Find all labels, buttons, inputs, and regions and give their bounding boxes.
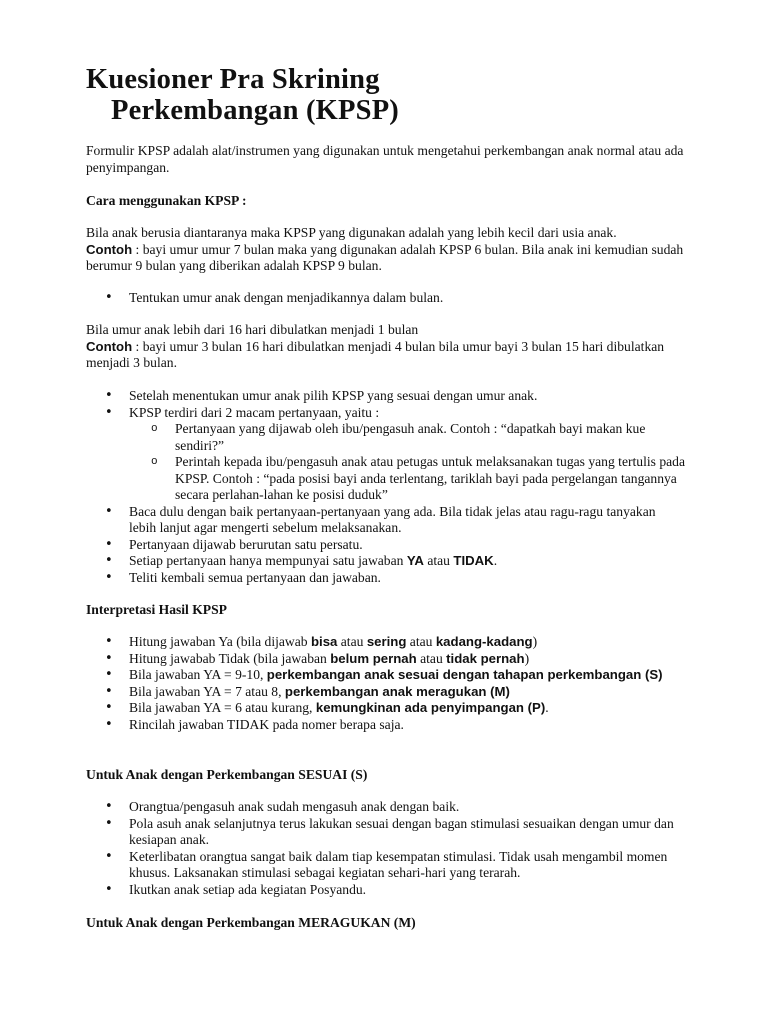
contoh-label: Contoh: [86, 241, 133, 257]
title-line-1: Kuesioner Pra Skrining: [86, 64, 380, 95]
sesuai-list: [86, 799, 686, 898]
interpretasi-list: [86, 634, 686, 733]
ya-bold: YA: [406, 553, 424, 568]
list-item: • Tentukan umur anak dengan menjadikannya dalam bulan.: [86, 290, 686, 307]
section-heading-cara: Cara menggunakan KPSP :: [86, 193, 247, 208]
cara-p1-text: Bila anak berusia diantaranya maka KPSP yang digunakan adalah yang lebih kecil dari usia anak.: [86, 225, 617, 240]
list-item: • Bila jawaban YA = 6 atau kurang, kemungkinan ada penyimpangan (P).: [86, 700, 686, 717]
cara-paragraph-1: [86, 225, 686, 275]
list-item: • Pertanyaan dijawab berurutan satu persatu.: [86, 537, 686, 554]
list-item: • Hitung jawaban Ya (bila dijawab bisa atau sering atau kadang-kadang): [86, 634, 686, 651]
list-item: • Rincilah jawaban TIDAK pada nomer berapa saja.: [86, 717, 686, 734]
list-item: • KPSP terdiri dari 2 macam pertanyaan, yaitu : o Pertanyaan yang dijawab oleh ibu/pengasuh anak. Contoh : “dapatkah bayi makan kue sendiri?” o Perintah kepada ibu/pengasuh anak atau petugas untuk melaksanakan tugas yang tertulis pada KPSP. Contoh : “pada posisi bayi anda terlentang, tariklah bayi pada pergelangan tangannya secara perlahan-lahan ke posisi duduk”: [86, 405, 686, 504]
list-item: • Setelah menentukan umur anak pilih KPSP yang sesuai dengan umur anak.: [86, 388, 686, 405]
list-item: • Hitung jawabab Tidak (bila jawaban belum pernah atau tidak pernah): [86, 651, 686, 668]
cara-paragraph-2: [86, 322, 686, 372]
cara-p2-contoh: : bayi umur 3 bulan 16 hari dibulatkan menjadi 4 bulan bila umur bayi 3 bulan 15 hari dibulatkan menjadi 3 bulan.: [86, 338, 665, 370]
sub-list-item: o Perintah kepada ibu/pengasuh anak atau petugas untuk melaksanakan tugas yang tertulis pada KPSP. Contoh : “pada posisi bayi anda terlentang, tariklah bayi pada pergelangan tangannya secara perlahan-lahan ke posisi duduk”: [129, 454, 686, 504]
cara-bullet-list-1: [86, 290, 686, 307]
sub-list-item: o Pertanyaan yang dijawab oleh ibu/pengasuh anak. Contoh : “dapatkah bayi makan kue sendiri?”: [129, 421, 686, 454]
list-item: • Keterlibatan orangtua sangat baik dalam tiap kesempatan stimulasi. Tidak usah mengambil momen khusus. Laksanakan stimulasi sebagai kegiatan sehari-hari yang terarah.: [86, 849, 686, 882]
contoh-label: Contoh: [86, 338, 133, 354]
sub-list: [129, 421, 686, 504]
list-item: • Bila jawaban YA = 7 atau 8, perkembangan anak meragukan (M): [86, 684, 686, 701]
section-heading-sesuai: Untuk Anak dengan Perkembangan SESUAI (S): [86, 767, 368, 782]
list-item: • Setiap pertanyaan hanya mempunyai satu jawaban YA atau TIDAK.: [86, 553, 686, 570]
list-item: • Orangtua/pengasuh anak sudah mengasuh anak dengan baik.: [86, 799, 686, 816]
cara-bullet-list-2: [86, 388, 686, 586]
list-item: • Bila jawaban YA = 9-10, perkembangan anak sesuai dengan tahapan perkembangan (S): [86, 667, 686, 684]
page-title: [86, 64, 399, 126]
list-item: • Baca dulu dengan baik pertanyaan-pertanyaan yang ada. Bila tidak jelas atau ragu-ragu tanyakan lebih lanjut agar mengerti sebelum melaksanakan.: [86, 504, 686, 537]
cara-p2-text: Bila umur anak lebih dari 16 hari dibulatkan menjadi 1 bulan: [86, 322, 419, 337]
tidak-bold: TIDAK: [453, 553, 494, 568]
section-heading-interpretasi: Interpretasi Hasil KPSP: [86, 602, 227, 617]
intro-paragraph: Formulir KPSP adalah alat/instrumen yang digunakan untuk mengetahui perkembangan anak normal atau ada penyimpangan.: [86, 143, 684, 175]
list-item: • Pola asuh anak selanjutnya terus lakukan sesuai dengan bagan stimulasi sesuaikan dengan umur dan kesiapan anak.: [86, 816, 686, 849]
section-heading-meragukan: Untuk Anak dengan Perkembangan MERAGUKAN (M): [86, 915, 416, 930]
cara-p1-contoh: : bayi umur umur 7 bulan maka yang digunakan adalah KPSP 6 bulan. Bila anak ini kemudian sudah berumur 9 bulan yang diberikan adalah KPSP 9 bulan.: [86, 241, 684, 273]
list-item: • Ikutkan anak setiap ada kegiatan Posyandu.: [86, 882, 686, 899]
list-item: • Teliti kembali semua pertanyaan dan jawaban.: [86, 570, 686, 587]
title-line-2: Perkembangan (KPSP): [111, 95, 399, 126]
